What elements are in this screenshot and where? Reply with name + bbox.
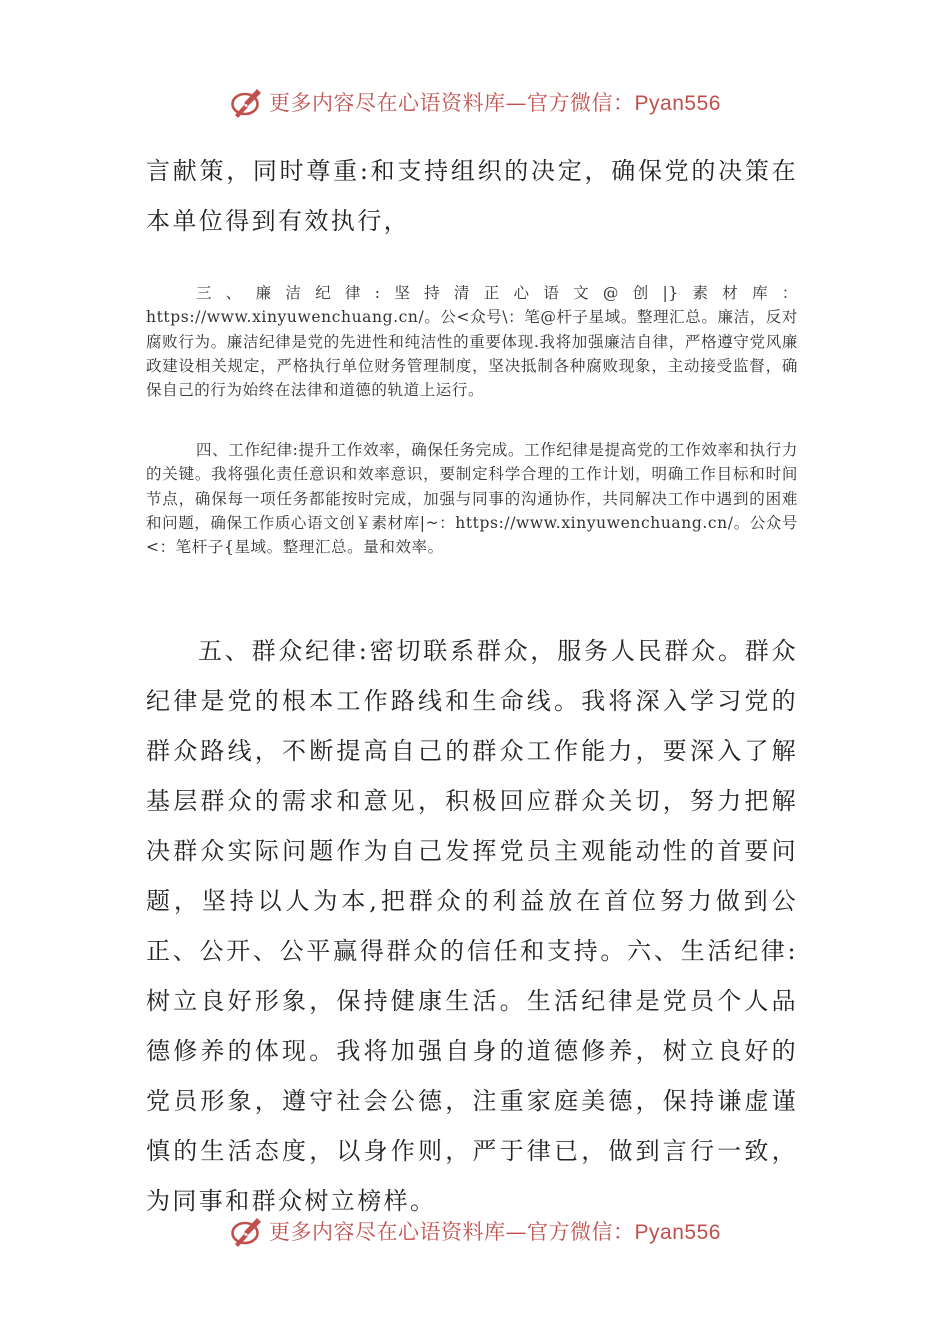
paragraph-work-discipline: 四、工作纪律:提升工作效率，确保任务完成。工作纪律是提高党的工作效率和执行力的关键。我将强化责任意识和效率意识，要制定科学合理的工作计划，明确工作目标和时间节点，确保每一项任务都能按时完成，加强与同事的沟通协作，共同解决工作中遇到的困难和问题，确保工作质心语文创￥素材库|~：https://www.xinyuwenchuang.cn/。公众号<：笔杆子{星域。整理汇总。量和效率。 bbox=[146, 441, 798, 557]
watermark-text: 更多内容尽在心语资料库—官方微信：Pyan556 bbox=[269, 1220, 721, 1244]
paragraph-integrity-discipline: 三、廉洁纪律:坚持清正心语文@创|}素材库：https://www.xinyuwenchuang.cn/。公<众号\：笔@杆子星域。整理汇总。廉洁，反对腐败行为。廉洁纪律是党的先进性和纯洁性的重要体现.我将加强廉洁自律，严格遵守党风廉政建设相关规定，严格执行单位财务管理制度，坚决抵制各种腐败现象，主动接受监督，确保自己的行为始终在法律和道德的轨道上运行。 bbox=[146, 284, 798, 400]
pen-nib-logo-icon bbox=[229, 85, 265, 119]
watermark-text: 更多内容尽在心语资料库—官方微信：Pyan556 bbox=[269, 91, 721, 115]
pen-nib-logo-icon bbox=[229, 1214, 265, 1248]
header-watermark-banner bbox=[0, 80, 950, 124]
paragraph-continuation: 言献策，同时尊重:和支持组织的决定，确保党的决策在本单位得到有效执行， bbox=[146, 157, 798, 235]
paragraph-mass-discipline: 五、群众纪律:密切联系群众，服务人民群众。群众纪律是党的根本工作路线和生命线。我将深入学习党的群众路线，不断提高自己的群众工作能力，要深入了解基层群众的需求和意见，积极回应群众关切，努力把解决群众实际问题作为自己发挥党员主观能动性的首要问题，坚持以人为本,把群众的利益放在首位努力做到公正、公开、公平赢得群众的信任和支持。六、生活纪律:树立良好形象，保持健康生活。生活纪律是党员个人品德修养的体现。我将加强自身的道德修养，树立良好的党员形象，遵守社会公德，注重家庭美德，保持谦虚谨慎的生活态度，以身作则，严于律已，做到言行一致，为同事和群众树立榜样。 bbox=[146, 637, 798, 1215]
footer-watermark-banner bbox=[0, 1209, 950, 1253]
